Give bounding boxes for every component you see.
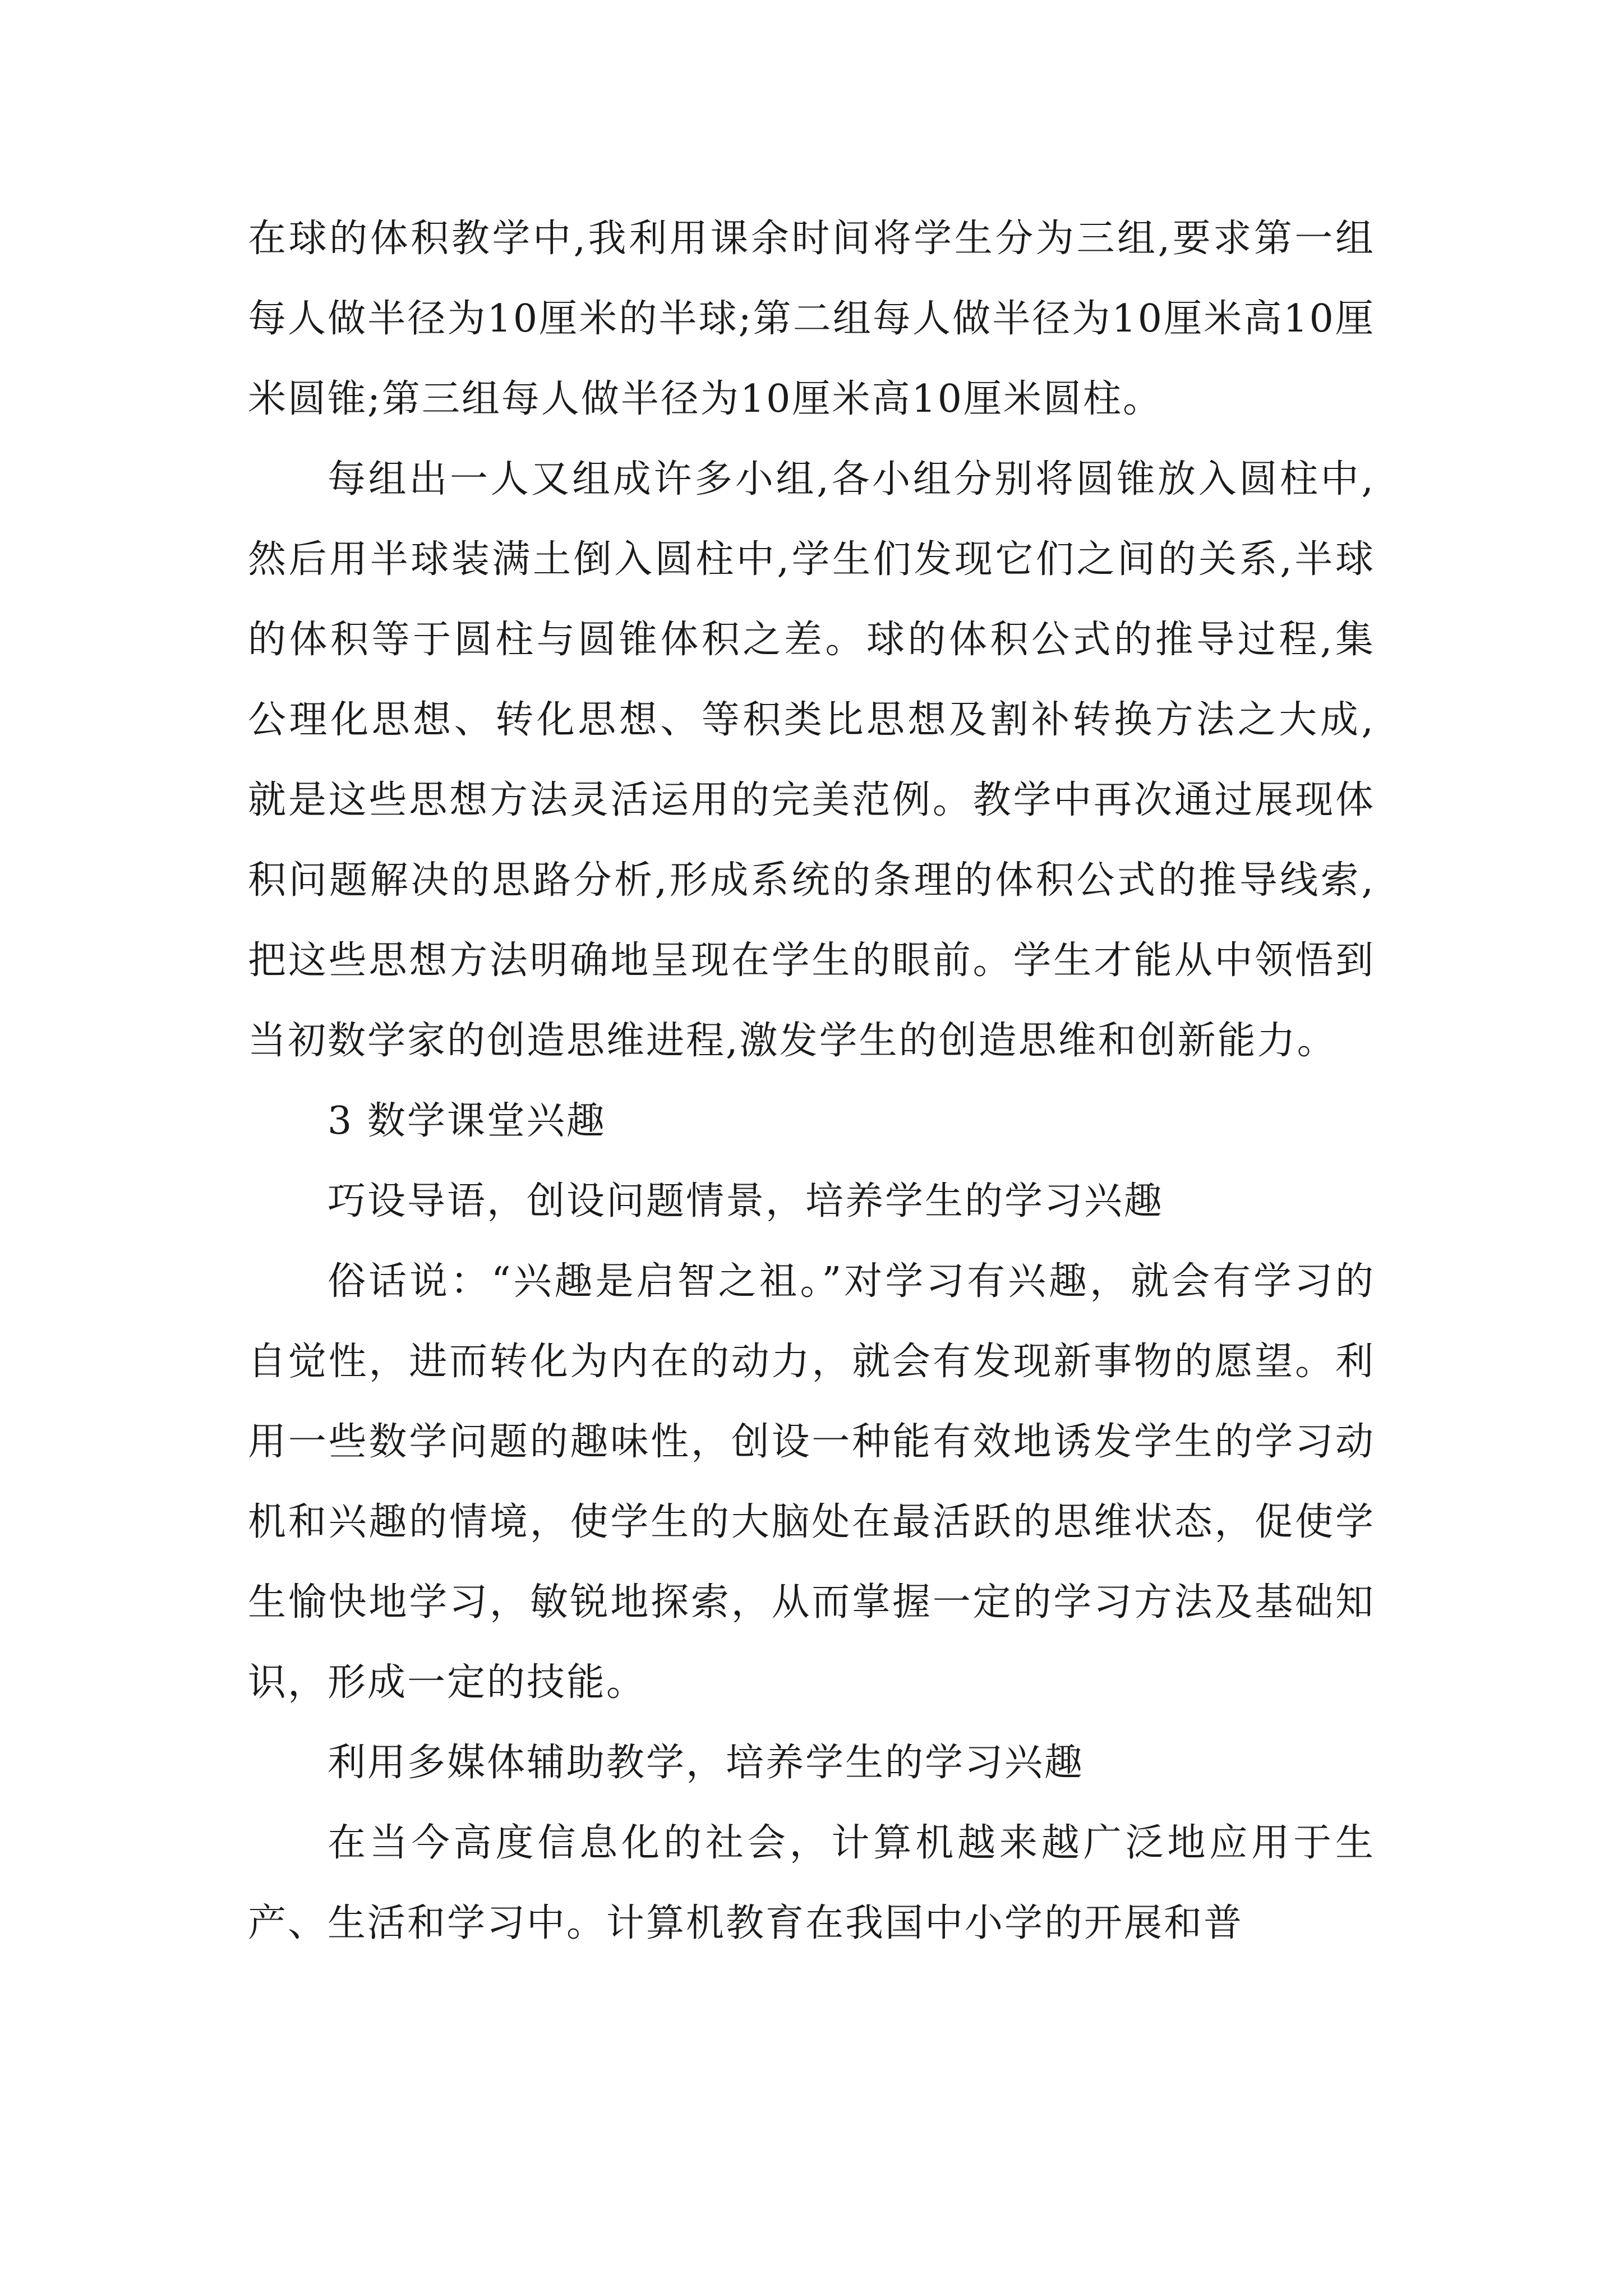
- paragraph-computer-education: 在当今高度信息化的社会，计算机越来越广泛地应用于生产、生活和学习中。计算机教育在我国中小学的开展和普: [248, 1821, 1375, 1945]
- section-heading-math-class-interest: 3 数学课堂兴趣: [328, 1099, 606, 1143]
- document-body: [248, 199, 1375, 1963]
- paragraph-interest-proverb: 俗话说：“兴趣是启智之祖。”对学习有兴趣，就会有学习的自觉性，进而转化为内在的动力，就会有发现新事物的愿望。利用一些数学问题的趣味性，创设一种能有效地诱发学生的学习动机和兴趣的情境，使学生的大脑处在最活跃的思维状态，促使学生愉快地学习，敏锐地探索，从而掌握一定的学习方法及基础知识，形成一定的技能。: [248, 1259, 1375, 1705]
- subheading-multimedia-interest: 利用多媒体辅助教学，培养学生的学习兴趣: [328, 1741, 1085, 1785]
- paragraph-sphere-volume-derivation: 每组出一人又组成许多小组,各小组分别将圆锥放入圆柱中,然后用半球装满土倒入圆柱中,学生们发现它们之间的关系,半球的体积等于圆柱与圆锥体积之差。球的体积公式的推导过程,集公理化思想、转化思想、等积类比思想及割补转换方法之大成,就是这些思想方法灵活运用的完美范例。教学中再次通过展现体积问题解决的思路分析,形成系统的条理的体积公式的推导线索,把这些思想方法明确地呈现在学生的眼前。学生才能从中领悟到当初数学家的创造思维进程,激发学生的创造思维和创新能力。: [248, 457, 1375, 1063]
- paragraph-sphere-volume-groups: 在球的体积教学中,我利用课余时间将学生分为三组,要求第一组每人做半径为10厘米的半球;第二组每人做半径为10厘米高10厘米圆锥;第三组每人做半径为10厘米高10厘米圆柱。: [248, 217, 1375, 421]
- subheading-introduction-interest: 巧设导语，创设问题情景，培养学生的学习兴趣: [328, 1179, 1164, 1223]
